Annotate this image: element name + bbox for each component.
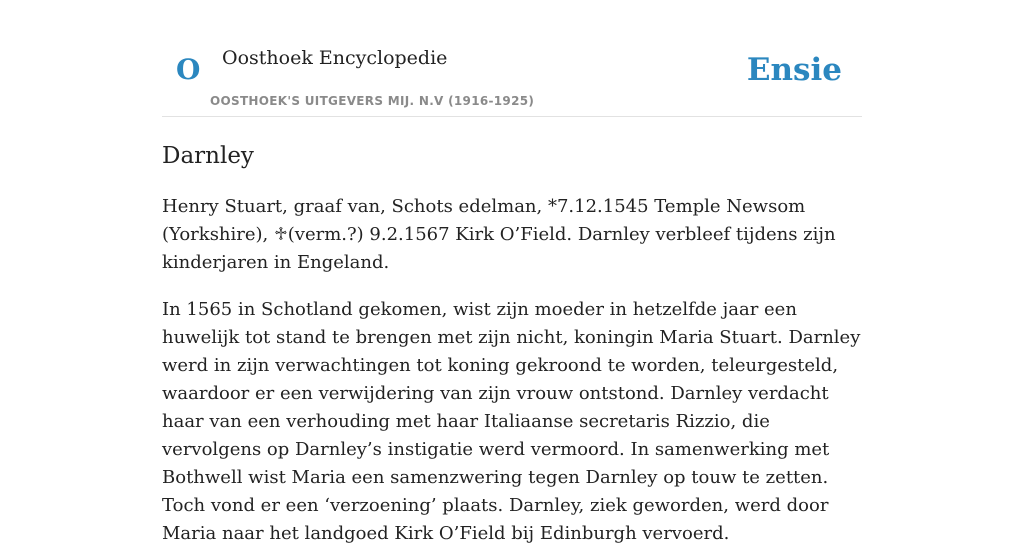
source-subtitle: OOSTHOEK'S UITGEVERS MIJ. N.V (1916-1925) (210, 94, 535, 108)
brand-logo-link[interactable]: Ensie (746, 52, 842, 88)
article-paragraph: Henry Stuart, graaf van, Schots edelman, *7.12.1545 Temple Newsom (Yorkshire), ♱(verm.?) 9.2.1567 Kirk O’Field. Darnley verbleef tijdens zijn kinderjaren in Engeland. (162, 196, 836, 273)
source-title-link[interactable]: Oosthoek Encyclopedie (222, 47, 448, 69)
article-paragraph: In 1565 in Schotland gekomen, wist zijn moeder in hetzelfde jaar een huwelijk tot stand te brengen met zijn nicht, koningin Maria Stuart. Darnley werd in zijn verwachtingen tot koning gekroond te worden, teleurgesteld, waardoor er een verwijdering van zijn vrouw ontstond. Darnley verdacht haar van een verhouding met haar Italiaanse secretaris Rizzio, die vervolgens op Darnley’s instigatie werd vermoord. In samenwerking met Bothwell wist Maria een samenzwering tegen Darnley op touw te zetten. Toch vond er een ‘verzoening’ plaats. Darnley, ziek geworden, werd door Maria naar het landgoed Kirk O’Field bij Edinburgh vervoerd. (162, 299, 861, 544)
page (162, 0, 862, 548)
source-logo-icon[interactable]: O (176, 53, 201, 86)
source-header (162, 0, 862, 117)
article-title: Darnley (162, 143, 254, 169)
